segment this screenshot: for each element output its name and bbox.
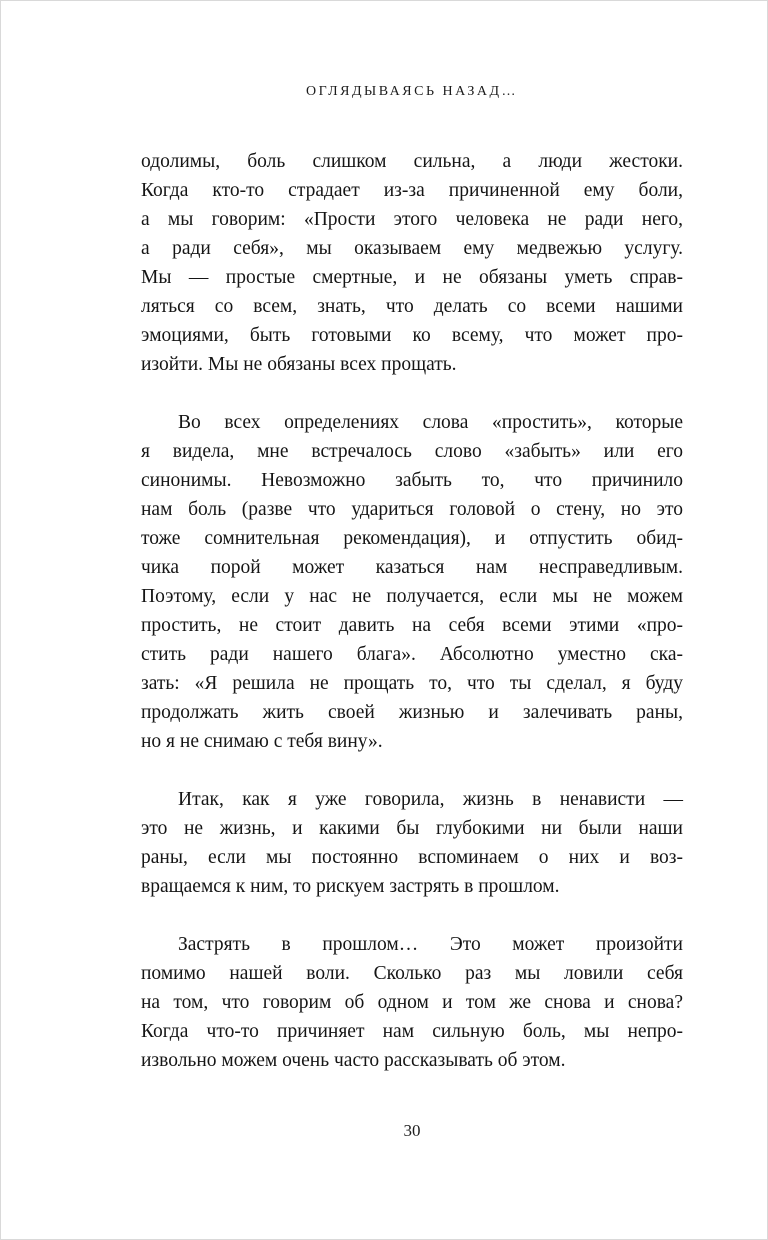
text-line: Во всех определениях слова «простить», которые [178,412,683,433]
text-line: Мы — простые смертные, и не обязаны уметь справ- [141,267,683,288]
text-line: синонимы. Невозможно забыть то, что причинило [141,470,683,491]
running-header: ОГЛЯДЫВАЯСЬ НАЗАД… [305,84,519,99]
text-line: тоже сомнительная рекомендация), и отпустить обид- [141,528,683,549]
text-line: ляться со всем, знать, что делать со всеми нашими [141,296,683,317]
text-line: продолжать жить своей жизнью и залечивать раны, [141,702,683,723]
text-line: Когда кто-то страдает из-за причиненной ему боли, [141,180,683,201]
paragraph [141,147,683,379]
text-line: зать: «Я решила не прощать то, что ты сделал, я буду [141,673,683,694]
text-line: изойти. Мы не обязаны всех прощать. [141,354,457,375]
page-content [141,83,683,1075]
text-line: Когда что-то причиняет нам сильную боль, мы непро- [141,1021,683,1042]
text-line: извольно можем очень часто рассказывать об этом. [141,1050,566,1071]
text-line: вращаемся к ним, то рискуем застрять в прошлом. [141,876,560,897]
text-line: чика порой может казаться нам несправедливым. [141,557,683,578]
text-line: помимо нашей воли. Сколько раз мы ловили себя [141,963,683,984]
text-line: эмоциями, быть готовыми ко всему, что может про- [141,325,683,346]
text-line: это не жизнь, и какими бы глубокими ни были наши [141,818,683,839]
text-line: я видела, мне встречалось слово «забыть» или его [141,441,683,462]
paragraph [141,785,683,901]
page-number: 30 [403,1121,421,1140]
text-line: нам боль (разве что удариться головой о стену, но это [141,499,683,520]
text-line: а ради себя», мы оказываем ему медвежью услугу. [141,238,683,259]
text-line: но я не снимаю с тебя вину». [141,731,383,752]
paragraph [141,408,683,756]
paragraph [141,930,683,1075]
text-line: а мы говорим: «Прости этого человека не ради него, [141,209,683,230]
text-line: Поэтому, если у нас не получается, если мы не можем [141,586,683,607]
text-line: на том, что говорим об одном и том же снова и снова? [141,992,683,1013]
text-line: раны, если мы постоянно вспоминаем о них и воз- [141,847,683,868]
text-line: Итак, как я уже говорила, жизнь в ненависти — [178,789,683,810]
text-line: стить ради нашего блага». Абсолютно уместно ска- [141,644,683,665]
text-line: простить, не стоит давить на себя всеми этими «про- [141,615,683,636]
text-block [141,147,683,1075]
text-line: Застрять в прошлом… Это может произойти [178,934,683,955]
text-line: одолимы, боль слишком сильна, а люди жестоки. [141,151,683,172]
